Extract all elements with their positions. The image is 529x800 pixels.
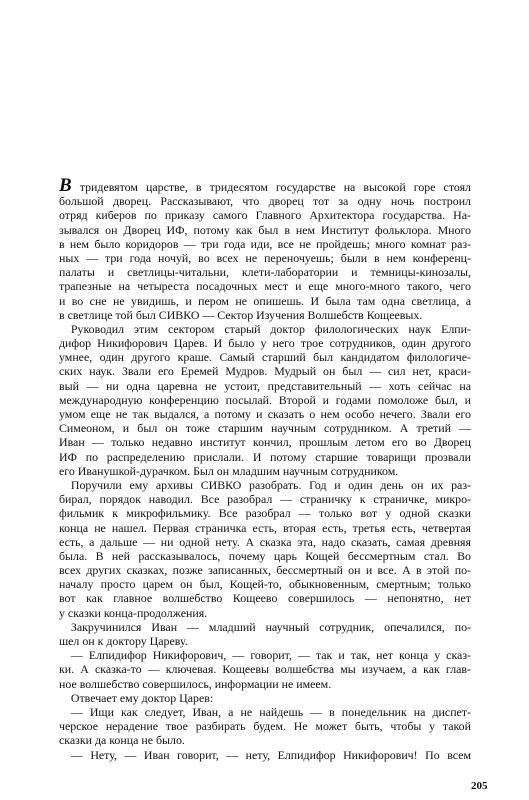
drop-cap: В — [59, 175, 72, 196]
text-line: была. В ней рассказывалось, почему царь Кощей бессмертным стал. Во — [59, 548, 471, 563]
text-line: В тридевятом царстве, в тридесятом государстве на высокой горе стоял — [59, 175, 471, 196]
text-line: международную конференцию посылай. Второй и годами помоложе был, и — [59, 392, 471, 407]
text-line: ки. А сказка-то — ключевая. Кощеевы волшебства мы изучаем, а как глав- — [59, 662, 471, 677]
page-number: 205 — [471, 780, 488, 792]
text-line: — Ищи как следует, Иван, а не найдешь — в понедельник на диспет- — [59, 704, 471, 719]
text-line: — Елпидифор Никифорович, — говорит, — так и так, нет конца у сказ- — [59, 648, 471, 663]
story-text — [59, 175, 471, 762]
text-line: в нем было коридоров — три года иди, все не пройдешь; много комнат раз- — [59, 236, 471, 251]
text-line: черское нерадение твое разбирать будем. Не может быть, чтобы у такой — [59, 719, 471, 734]
text-line: его Иванушкой-дурачком. Был он младшим научным сотрудником. — [59, 463, 399, 478]
text-line: шел он к доктору Цареву. — [59, 634, 188, 648]
text-line: ное волшебство совершилось, информации не имеем. — [59, 676, 332, 691]
text-line: Иван — только недавно институт кончил, прошлым летом его во Дворец — [59, 435, 471, 450]
text-line: ских наук. Звали его Еремей Мудров. Мудрый он был — сил нет, краси- — [59, 364, 471, 379]
text-line: фильмик к микрофильмику. Все разобрал — только вот у одной сказки — [59, 506, 471, 521]
text-line: отряд киберов по приказу самого Главного Архитектора государства. На- — [59, 208, 471, 223]
text-line: ных — три года ночуй, во всех не переночуешь; были в нем конференц- — [59, 250, 471, 265]
text-line: вот как главное волшебство Кощеево совершилось — непонятно, нет — [59, 591, 471, 606]
text-line: умнее, один другого краше. Самый старший был кандидатом филологиче- — [59, 350, 471, 365]
text-line: большой дворец. Рассказывают, что дворец тот за одну ночь построил — [59, 194, 471, 209]
text-line: вый — ни одна царевна не устоит, представительный — хоть сейчас на — [59, 378, 471, 393]
text-line: ИФ по распределению прислали. И потому старшие товарищи прозвали — [59, 449, 471, 464]
text-line: есть, а дальше — ни одной нету. А сказка эта, надо сказать, самая древняя — [59, 534, 471, 549]
text-line: умом еще не так выдался, а потому и сказать о нем особо нечего. Звали его — [59, 407, 471, 421]
text-line: сказки да конца не было. — [59, 733, 185, 748]
text-line: бирал, порядок наводил. Все разобрал — страничку к страничке, микро- — [59, 492, 471, 507]
text-line: зывался он Дворец ИФ, потому как был в нем Институт фольклора. Много — [59, 222, 471, 237]
text-line: — Нету, — Иван говорит, — нету, Елпидифор Никифорович! По всем — [59, 747, 471, 762]
text-line: Симеоном, и был он тоже старшим научным сотрудником. А третий — — [59, 421, 471, 436]
text-line: Поручили ему архивы СИВКО разобрать. Год и один день он их раз- — [59, 477, 471, 492]
text-line: палаты и светлицы-читальни, клети-лаборатории и темницы-кинозалы, — [59, 265, 471, 280]
text-line: Закручинился Иван — младший научный сотрудник, опечалился, по- — [59, 619, 471, 634]
text-line: началу просто царем он был, Кощей-то, обыкновенным, смертным; только — [59, 577, 471, 592]
text-line: Отвечает ему доктор Царев: — [59, 690, 214, 705]
text-line: трапезные на четыреста посадочных мест и еще много-много такого, чего — [59, 279, 471, 294]
text-line: всех других сказках, позже записанных, бессмертный он и все. А в этой по- — [59, 563, 471, 578]
text-line: Руководил этим сектором старый доктор филологических наук Елпи- — [59, 321, 471, 336]
text-line: в светлице той был СИВКО — Сектор Изучения Волшебств Кощеевых. — [59, 307, 423, 322]
text-line: дифор Никифорович Царев. И было у него трое сотрудников, один другого — [59, 336, 471, 351]
text-line: и во сне не увидишь, и пером не опишешь. И была там одна светлица, а — [59, 293, 471, 308]
text-line: конца не нашел. Первая страничка есть, вторая есть, третья есть, четвертая — [59, 520, 471, 535]
text-line: у сказки конца-продолжения. — [59, 605, 208, 620]
